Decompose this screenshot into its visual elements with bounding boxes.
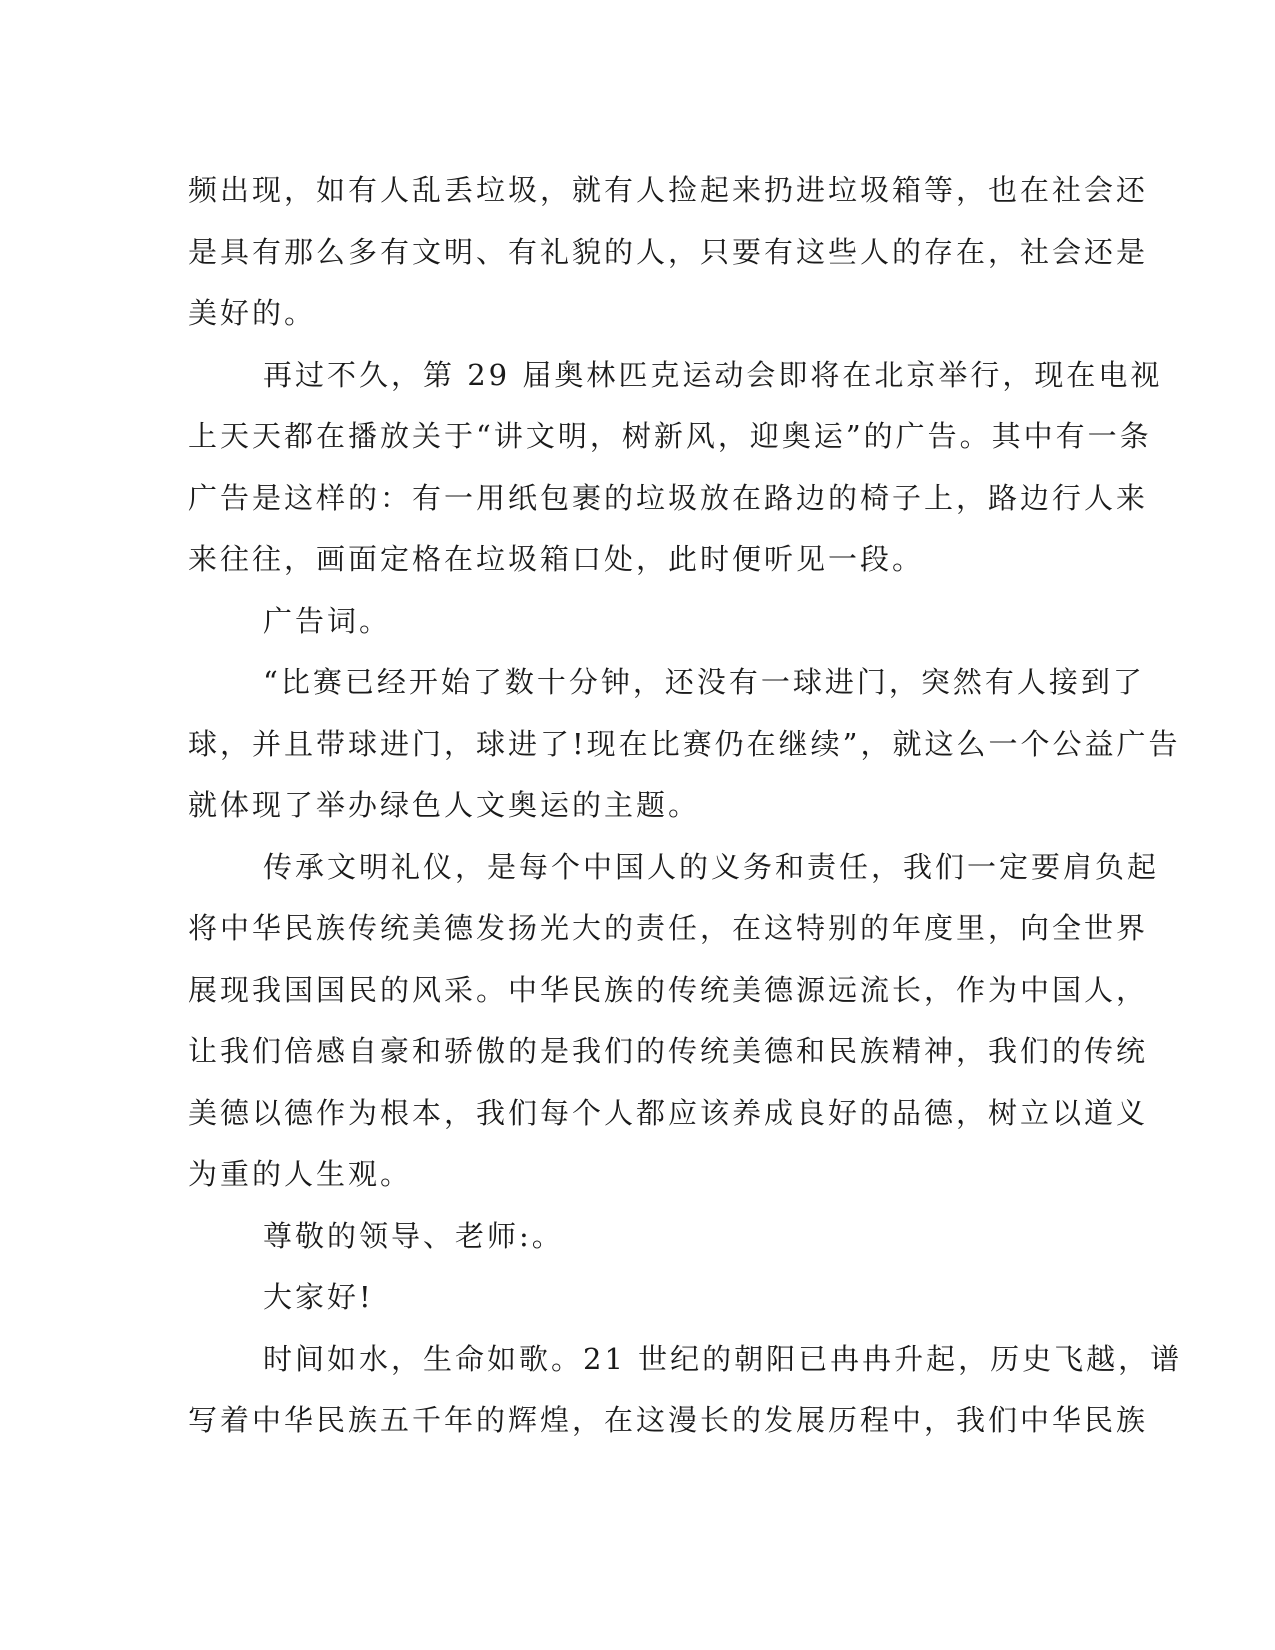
text-line: 就体现了举办绿色人文奥运的主题。 (188, 788, 701, 822)
text-line: 美德以德作为根本，我们每个人都应该养成良好的品德，树立以道义 (188, 1095, 1149, 1130)
text-line: 来往往，画面定格在垃圾箱口处，此时便听见一段。 (188, 542, 925, 576)
text-line: 再过不久，第 29 届奥林匹克运动会即将在北京举行，现在电视 (263, 357, 1163, 392)
text-line: 大家好! (263, 1280, 374, 1314)
text-line: 广告是这样的：有一用纸包裹的垃圾放在路边的椅子上，路边行人来 (188, 480, 1149, 515)
text-line: 时间如水，生命如歌。21 世纪的朝阳已冉冉升起，历史飞越，谱 (263, 1341, 1183, 1376)
text-line: 展现我国国民的风采。中华民族的传统美德源远流长，作为中国人， (188, 972, 1149, 1007)
text-line: 传承文明礼仪，是每个中国人的义务和责任，我们一定要肩负起 (263, 849, 1160, 884)
document-body (188, 160, 1183, 1452)
text-line: 为重的人生观。 (188, 1157, 413, 1191)
text-line: 将中华民族传统美德发扬光大的责任，在这特别的年度里，向全世界 (188, 911, 1149, 945)
text-line: 频出现，如有人乱丢垃圾，就有人捡起来扔进垃圾箱等，也在社会还 (188, 173, 1149, 207)
text-line: 美好的。 (188, 296, 317, 330)
text-line: 写着中华民族五千年的辉煌，在这漫长的发展历程中，我们中华民族 (188, 1403, 1149, 1437)
text-line: “比赛已经开始了数十分钟，还没有一球进门，突然有人接到了 (263, 665, 1145, 699)
text-line: 是具有那么多有文明、有礼貌的人，只要有这些人的存在，社会还是 (188, 234, 1149, 269)
text-line: 上天天都在播放关于“讲文明，树新风，迎奥运”的广告。其中有一条 (188, 419, 1152, 453)
text-line: 让我们倍感自豪和骄傲的是我们的传统美德和民族精神，我们的传统 (188, 1034, 1149, 1068)
text-line: 广告词。 (263, 603, 392, 638)
text-line: 尊敬的领导、老师:。 (263, 1218, 564, 1253)
text-line: 球，并且带球进门，球进了!现在比赛仍在继续”，就这么一个公益广告 (188, 726, 1181, 761)
